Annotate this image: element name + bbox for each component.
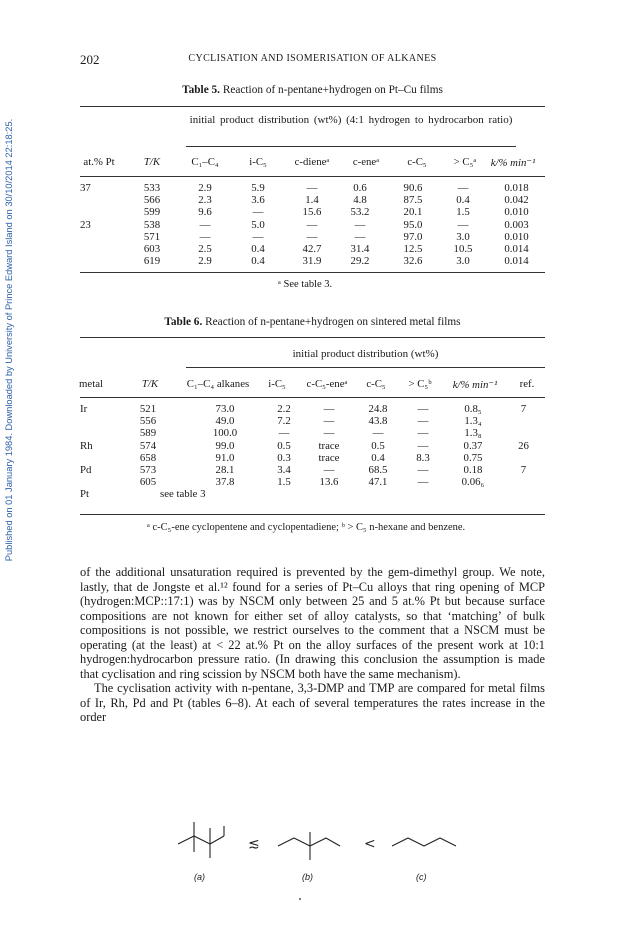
table-cell: — (252, 230, 264, 243)
table-cell: 87.5 (403, 194, 423, 207)
table-cell: 10.5 (453, 243, 473, 256)
table-cell: 0.3 (277, 451, 291, 464)
table6-col-header: c-C₅-eneᵃ (306, 378, 348, 390)
table-cell: — (354, 218, 366, 231)
table-cell: 566 (143, 194, 161, 207)
table-cell: 0.8₅ (464, 403, 482, 415)
table-cell: 0.042 (504, 194, 529, 207)
table-row (80, 427, 545, 439)
table5-col-header: c-C₅ (407, 156, 427, 168)
table-cell: 26 (518, 439, 529, 452)
table-cell: 4.8 (353, 194, 367, 207)
table-cell (502, 415, 545, 427)
table-cell: — (323, 427, 335, 440)
table-row (80, 182, 545, 194)
table-cell (80, 476, 110, 488)
table-cell: 49.0 (215, 415, 235, 428)
table-cell: 574 (139, 439, 157, 452)
table5-group-head: initial product distribution (wt%) (4:1 hydrogen to hydrocarbon ratio) (189, 114, 513, 126)
table-cell (80, 255, 118, 267)
table-cell: 0.37 (463, 439, 483, 452)
table-row (80, 440, 545, 452)
table-cell: 99.0 (215, 439, 235, 452)
table-row (80, 243, 545, 255)
table-row (80, 452, 545, 464)
table-cell: — (278, 427, 290, 440)
table-cell: — (354, 230, 366, 243)
table-cell: 24.8 (368, 403, 388, 415)
table-cell: 12.5 (403, 243, 423, 256)
table5-top-rule (80, 106, 545, 107)
table-cell: 0.4 (371, 451, 385, 464)
table-cell: 3.4 (277, 464, 291, 477)
table-cell: 31.9 (302, 255, 322, 268)
table-cell: — (457, 218, 469, 231)
table-cell: 0.014 (504, 243, 529, 256)
table-cell: 29.2 (350, 255, 370, 268)
table-cell: 100.0 (212, 427, 238, 440)
article-body (80, 565, 545, 725)
table-cell: 0.5 (371, 439, 385, 452)
table-cell: 32.6 (403, 255, 423, 268)
relation-symbol: ≲ (248, 836, 260, 852)
table-cell: trace (318, 451, 340, 464)
table-cell (80, 415, 110, 427)
table-cell: — (252, 206, 264, 219)
table-row (80, 403, 545, 415)
table-row (80, 476, 545, 488)
table-cell: 533 (143, 182, 161, 194)
body-paragraph: The cyclisation activity with n-pentane, 3,3-DMP and TMP are compared for metal films of Ir, Rh, Pd and Pt (tables 6–8). At each of several temperatures the rates increase in the order (80, 681, 545, 724)
table-cell: Pd (80, 464, 92, 477)
running-title: CYCLISATION AND ISOMERISATION OF ALKANES (188, 53, 437, 64)
table-cell: 0.010 (504, 206, 529, 219)
table6-col-header: C₁–C₄ alkanes (186, 378, 250, 390)
table-cell: 20.1 (403, 206, 423, 219)
table-cell (80, 452, 110, 464)
table6-bottom-rule (80, 514, 545, 515)
table-cell: 13.6 (319, 476, 339, 489)
table-cell: — (417, 427, 429, 440)
table-row (80, 415, 545, 427)
molecule-b-skeleton (278, 832, 340, 860)
table6-col-header: ref. (519, 378, 535, 390)
table-cell: — (417, 415, 429, 428)
table-cell: 2.2 (277, 403, 291, 415)
table-cell (80, 243, 118, 255)
table5-col-header: i-C₅ (249, 156, 267, 168)
alkane-structure-scheme (160, 814, 480, 894)
table-cell: Ir (80, 403, 88, 415)
table5-group-rule (186, 146, 516, 147)
table5-col-header: C₁–C₄ (191, 156, 219, 168)
table5-col-header: T/K (143, 156, 161, 168)
table6-label: Table 6. (164, 316, 203, 328)
table-cell: 90.6 (403, 182, 423, 194)
table-cell: 0.018 (504, 182, 529, 194)
table-cell: 1.5 (277, 476, 291, 489)
table-cell: 15.6 (302, 206, 322, 219)
table6-header-rule (80, 397, 545, 398)
table6-group-rule (186, 367, 545, 368)
table-cell: 8.3 (416, 451, 430, 464)
table-cell: 31.4 (350, 243, 370, 256)
table-cell: 0.75 (463, 451, 483, 464)
table6-top-rule (80, 337, 545, 338)
table-cell: — (417, 476, 429, 489)
table-cell: 7 (520, 464, 527, 477)
table-cell (502, 452, 545, 464)
table-cell: trace (318, 439, 340, 452)
table-cell: 0.4 (251, 243, 265, 256)
table-cell: 2.9 (198, 255, 212, 268)
table-cell: — (457, 182, 469, 194)
table-cell: 97.0 (403, 230, 423, 243)
table-cell: 0.010 (504, 230, 529, 243)
table-cell: 0.4 (456, 194, 470, 207)
page-header (80, 52, 545, 68)
table-cell: 37.8 (215, 476, 235, 489)
table5-col-header: > C₅ᵃ (453, 156, 477, 168)
table6-caption (80, 316, 545, 328)
table-cell: see table 3 (160, 488, 206, 501)
table5-label: Table 5. (182, 84, 221, 96)
table-cell: — (323, 415, 335, 428)
page-speck (299, 898, 301, 900)
table-cell: — (417, 464, 429, 477)
table-cell: 1.4 (305, 194, 319, 207)
table-cell: 0.18 (463, 464, 483, 477)
table-cell: 0.06₆ (461, 476, 485, 489)
table-cell: — (372, 427, 384, 440)
table-cell: 571 (143, 230, 161, 243)
table-cell: 3.0 (456, 230, 470, 243)
table-cell: 573 (139, 464, 157, 477)
table-cell: 3.6 (251, 194, 265, 207)
table6-footnote: ᵃ c-C₅-ene cyclopentene and cyclopentadiene; ᵇ > C₅ n-hexane and benzene. (147, 522, 466, 533)
table-row (80, 206, 545, 218)
table-cell: 1.3₈ (464, 427, 482, 440)
table5-header-rule (80, 176, 545, 177)
table-cell: 68.5 (368, 464, 388, 477)
molecule-label-a: (a) (194, 872, 205, 882)
table-cell: — (417, 439, 429, 452)
table-cell: 0.6 (353, 182, 367, 194)
table-cell: 0.4 (251, 255, 265, 268)
molecule-a-skeleton (178, 822, 224, 858)
table-cell: — (306, 230, 318, 243)
table6-body (80, 403, 545, 501)
table-cell: — (306, 218, 318, 231)
table-cell: — (199, 218, 211, 231)
table-cell (80, 231, 118, 243)
table-cell (80, 427, 110, 439)
watermark-text: Published on 01 January 1984. Downloaded by University of Prince Edward Island on 30/10/2014 22:18:25. (4, 118, 14, 562)
table6-col-header: k/% min⁻¹ (452, 379, 498, 391)
table6-title: Reaction of n-pentane+hydrogen on sintered metal films (205, 316, 461, 328)
table-cell: Pt (80, 488, 90, 501)
table-row (80, 219, 545, 231)
table6-col-header: metal (79, 378, 103, 390)
table-cell: 28.1 (215, 464, 235, 477)
molecule-label-c: (c) (416, 872, 427, 882)
table-cell: 42.7 (302, 243, 322, 256)
table-cell: 5.0 (251, 218, 265, 231)
skeletal-formulae (160, 814, 480, 864)
table-cell: 603 (143, 243, 161, 256)
table-cell (502, 476, 545, 488)
table5-footnote: ᵃ See table 3. (278, 279, 333, 290)
molecule-label-b: (b) (302, 872, 313, 882)
table-cell: 658 (139, 451, 157, 464)
table6-group-head: initial product distribution (wt%) (292, 348, 439, 360)
table-cell: 73.0 (215, 403, 235, 415)
table-row (80, 464, 545, 476)
table5-body (80, 182, 545, 267)
table-row (80, 194, 545, 206)
table5-title: Reaction of n-pentane+hydrogen on Pt–Cu films (222, 84, 443, 96)
table-cell: 3.0 (456, 255, 470, 268)
table-cell: — (323, 403, 335, 415)
table-cell: 0.003 (504, 218, 529, 231)
molecule-c-skeleton (392, 838, 456, 846)
table5-col-header: k/% min⁻¹ (490, 157, 536, 169)
table6-col-header: > C₅ᵇ (408, 378, 432, 390)
table-cell: 0.5 (277, 439, 291, 452)
relation-symbol: < (364, 836, 376, 852)
table-cell: 0.014 (504, 255, 529, 268)
table-cell: 1.3₄ (464, 415, 482, 428)
table-row (80, 488, 545, 500)
table5-col-header: c-eneᵃ (352, 156, 380, 168)
table-cell: 53.2 (350, 206, 370, 219)
download-watermark (2, 60, 16, 620)
table-cell: 9.6 (198, 206, 212, 219)
table-cell: 2.3 (198, 194, 212, 207)
table6-col-header: c-C₅ (366, 378, 386, 390)
table6-col-header: i-C₅ (268, 378, 286, 390)
table-cell: 619 (143, 255, 161, 268)
table-cell: 91.0 (215, 451, 235, 464)
table-cell: — (306, 182, 318, 194)
table-cell: 7 (520, 403, 527, 415)
table-cell: 23 (80, 218, 91, 231)
table-cell: 2.9 (198, 182, 212, 194)
table-cell: — (323, 464, 335, 477)
table6-col-header: T/K (141, 378, 159, 390)
table-cell: 556 (139, 415, 157, 428)
table-cell: Rh (80, 439, 93, 452)
table-cell (80, 194, 118, 206)
table5-caption (80, 84, 545, 96)
table-row (80, 255, 545, 267)
table-cell: 5.9 (251, 182, 265, 194)
table-cell: — (199, 230, 211, 243)
table-cell: 2.5 (198, 243, 212, 256)
table5-bottom-rule (80, 272, 545, 273)
table5-col-header: c-dieneᵃ (294, 156, 330, 168)
table-cell: 521 (139, 403, 157, 415)
page-number: 202 (80, 52, 100, 67)
table-cell: 37 (80, 182, 91, 194)
table-cell (80, 206, 118, 218)
table-row (80, 231, 545, 243)
table-cell: 1.5 (456, 206, 470, 219)
table-cell: 7.2 (277, 415, 291, 428)
table-cell (502, 427, 545, 439)
table-cell: — (417, 403, 429, 415)
table-cell: 95.0 (403, 218, 423, 231)
table5-col-header: at.% Pt (83, 156, 115, 168)
table-cell: 589 (139, 427, 157, 440)
body-paragraph: of the additional unsaturation required is prevented by the gem-dimethyl group. We note, lastly, that de Jongste et al.¹² found for a series of Pt–Cu alloys that ring opening of MCP (hydrogen:MCP::17:1) was by NSCM only between 25 and 5 at.% Pt but because surface compositions are not known for either set of alloy catalysts, so that ‘matching’ of bulk compositions is not possible, we restrict ourselves to the comment that a NSCM must be operating (at the least) at < 22 at.% Pt on the alloy surfaces of the present work at 10:1 hydrogen:hydrocarbon pressure ratio. (In drawing this conclusion the assumption is made that cyclisation and ring scission by NSCM both have the same mechanism). (80, 565, 545, 681)
table-cell: 538 (143, 218, 161, 231)
table-cell: 605 (139, 476, 157, 489)
table-cell: 599 (143, 206, 161, 219)
table-cell: 47.1 (368, 476, 388, 489)
table-cell: 43.8 (368, 415, 388, 428)
